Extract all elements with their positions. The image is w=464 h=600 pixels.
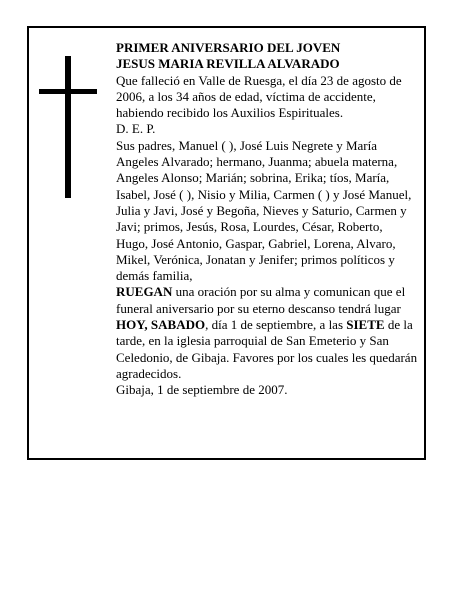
cross-vertical-bar — [65, 56, 71, 198]
notice-intro: Que falleció en Valle de Ruesga, el día 23 de agosto de 2006, a los 34 años de edad, víctima de accidente, habiendo recibido los Auxilios Espirituales. — [116, 72, 402, 121]
notice-request — [116, 284, 418, 382]
event-rest: de la tarde, en la iglesia parroquial de San Emeterio y San Celedonio, de Gibaja. Favores por los cuales les quedarán agradecidos. — [116, 317, 418, 381]
notice-heading-line1: PRIMER ANIVERSARIO DEL JOVEN — [116, 40, 341, 55]
notice-text — [116, 40, 418, 399]
obituary-notice — [27, 26, 426, 460]
request-rest: una oración por su alma y comunican que el funeral aniversario por su eterno descanso tendrá lugar — [116, 284, 406, 316]
event-mid: , día 1 de septiembre, a las — [205, 317, 347, 333]
cross-icon — [39, 56, 97, 198]
event-day: HOY, SABADO — [116, 317, 206, 333]
notice-dep: D. E. P. — [116, 121, 156, 137]
request-lead: RUEGAN — [116, 284, 173, 300]
notice-heading-line2: JESUS MARIA REVILLA ALVARADO — [116, 56, 340, 72]
cross-horizontal-bar — [39, 89, 97, 94]
notice-closing: Gibaja, 1 de septiembre de 2007. — [116, 382, 288, 398]
notice-family: Sus padres, Manuel ( ), José Luis Negrete y María Angeles Alvarado; hermano, Juanma; abuela materna, Angeles Alonso; Marián; sobrina, Erika; tíos, María, Isabel, José ( ), Nisio y Milia, Carmen ( ) y José Manuel, Julia y Javi, José y Begoña, Nieves y Saturio, Carmen y Javi; primos, Jesús, Rosa, Lourdes, César, Roberto, Hugo, José Antonio, Gaspar, Gabriel, Lorena, Alvaro, Mikel, Verónica, Jonatan y Jenifer; primos políticos y demás familia, — [116, 137, 412, 284]
event-time: SIETE — [346, 317, 385, 333]
